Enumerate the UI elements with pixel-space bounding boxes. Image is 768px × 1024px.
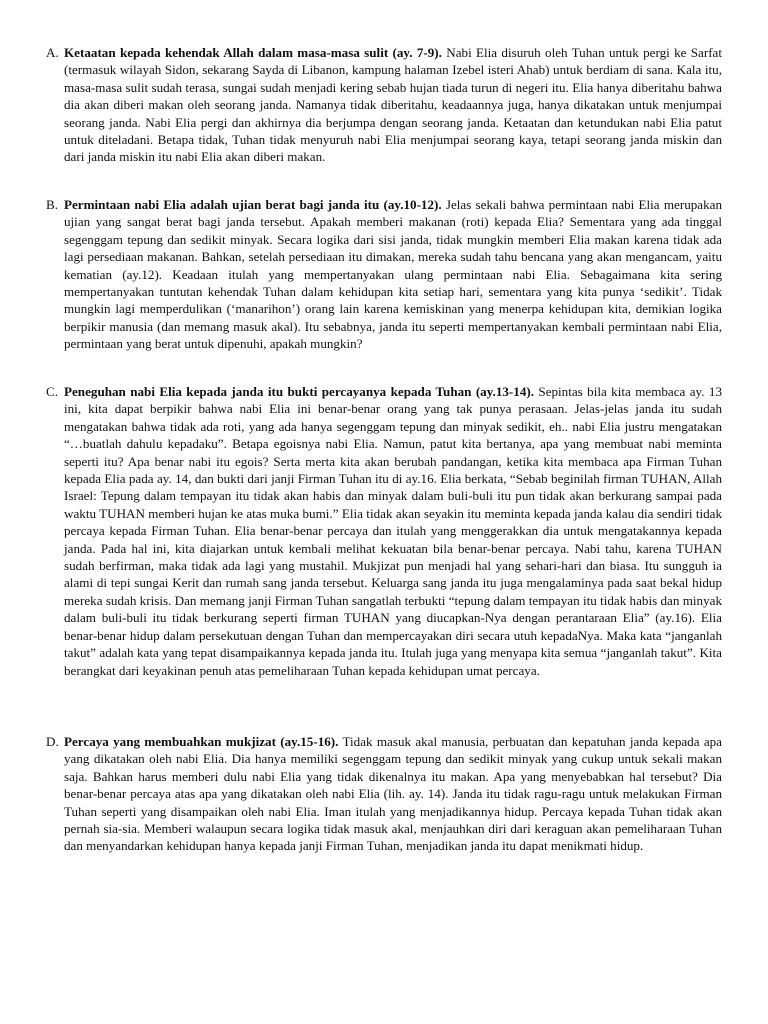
section-letter: A. [46, 45, 59, 60]
section-heading: Percaya yang membuahkan mukjizat (ay.15-16). [64, 734, 339, 749]
section-paragraph [64, 383, 722, 679]
section-body: Sepintas bila kita membaca ay. 13 ini, kita dapat berpikir bahwa nabi Elia ini benar-benar orang yang tak punya perasaan. Jelas-jelas janda itu sudah mengatakan bahwa tidak ada roti, yang ada hanya segenggam tepung dan minyak sedikit, eh.. nabi Elia justru mengatakan “…buatlah dahulu kepadaku”. Betapa egoisnya nabi Elia. Namun, patut kita bertanya, apa yang membuat nabi meminta seperti itu? Apa benar nabi itu egois? Serta merta kita akan berubah pandangan, ketika kita membaca apa Firman Tuhan kepada Elia pada ay. 14, dan bukti dari janji Firman Tuhan itu di ay.16. Elia berkata, “Sebab beginilah firman TUHAN, Allah Israel: Tepung dalam tempayan itu tidak akan habis dan minyak dalam buli-buli itu pun tidak akan berkurang sampai pada waktu TUHAN memberi hujan ke atas muka bumi.” Elia tidak akan seyakin itu meminta kepada janda kalau dia sendiri tidak percaya kepada Firman Tuhan. Elia benar-benar percaya dan itulah yang menggerakkan dia untuk mengatakannya kepada janda. Pada hal ini, kita diajarkan untuk kembali melihat kekuatan bila benar-benar percaya. Nabi tahu, karena TUHAN sudah berfirman, maka tidak ada lagi yang mustahil. Mukjizat pun menjadi hal yang sehari-hari dan biasa. Itu sungguh ia alami di tepi sungai Kerit dan rumah sang janda tersebut. Keluarga sang janda itu juga mengalaminya pada saat bekal hidup mereka sudah krisis. Dan memang janji Firman Tuhan sangatlah terbukti “tepung dalam tempayan itu tidak habis dan minyak dalam buli-buli itu tidak berkurang seperti firman TUHAN yang diucapkan-Nya dengan perantaraan Elia” (ay.16). Elia benar-benar hidup dalam persekutuan dengan Tuhan dan mempercayakan diri secara utuh kepadaNya. Maka kata “janganlah takut” adalah kata yang tepat disampaikannya kepada janda itu. Itulah juga yang menyapa kita semua “janganlah takut”. Kita berangkat dari keyakinan penuh atas pemeliharaan Tuhan kepada kehidupan umat percaya. [64, 384, 723, 678]
section-c [34, 383, 722, 679]
section-heading: Ketaatan kepada kehendak Allah dalam masa-masa sulit (ay. 7-9). [64, 45, 442, 60]
section-a [34, 44, 722, 166]
section-body: Tidak masuk akal manusia, perbuatan dan kepatuhan janda kepada apa yang dikatakan oleh nabi Elia. Dia hanya memiliki segenggam tepung dan sedikit minyak yang cukup untuk sekali makan saja. Bahkan harus memberi dulu nabi Elia yang tidak dikenalnya itu makan. Apa yang menyebabkan hal tersebut? Dia benar-benar percaya atas apa yang dikatakan oleh nabi Elia (lih. ay. 14). Janda itu tidak ragu-ragu untuk melakukan Firman Tuhan seperti yang disampaikan oleh nabi Elia. Iman itulah yang menjadikannya hidup. Percaya kepada Tuhan tidak akan pernah sia-sia. Memberi walaupun secara logika tidak masuk akal, menjauhkan diri dari keraguan akan pemeliharaan Tuhan dan menyandarkan kehidupan hanya kepada janji Firman Tuhan, menjadikan janda itu dapat menikmati hidup. [64, 734, 722, 854]
section-paragraph [64, 196, 722, 353]
section-b [34, 196, 722, 353]
section-letter: C. [46, 384, 59, 399]
section-body: Nabi Elia disuruh oleh Tuhan untuk pergi ke Sarfat (termasuk wilayah Sidon, sekarang Sayda di Libanon, kampung halaman Izebel isteri Ahab) untuk berdiam di sana. Kala itu, masa-masa sulit sudah terasa, sungai sudah menjadi kering sebab hujan tiada turun di negeri itu. Elia hanya diberitahu bahwa dia akan diberi makan oleh seorang janda. Namanya tidak diberitahu, keadaannya juga, hanya dikatakan untuk menjumpai seorang janda. Nabi Elia pergi dan akhirnya dia berjumpa dengan seorang janda. Ketaatan dan ketundukan nabi Elia patut untuk diteladani. Betapa tidak, Tuhan tidak menyuruh nabi Elia menjumpai seorang kaya, tetapi seorang janda miskin dan dari janda miskin itu nabi Elia akan diberi makan. [64, 45, 723, 165]
section-paragraph [64, 44, 722, 166]
section-body: Jelas sekali bahwa permintaan nabi Elia merupakan ujian yang sangat berat bagi janda tersebut. Apakah memberi makanan (roti) kepada Elia? Sementara yang ada tinggal segenggam tepung dan sedikit minyak. Secara logika dari sisi janda, tidak mungkin memberi Elia makan karena tidak ada lagi persediaan makanan. Bahkan, setelah persediaan itu dimakan, mereka sudah tahu bencana yang akan mengancam, yaitu kematian (ay.12). Keadaan itulah yang mempertanyakan ulang permintaan nabi Elia. Sebagaimana kita sering mempertanyakan tuntutan kehendak Tuhan dalam kehidupan kita setiap hari, sementara yang kita punya ‘sedikit’. Tidak mungkin lagi memperdulikan (‘manarihon’) orang lain karena kemiskinan yang menerpa kehidupan kita, demikian logika berpikir manusia (dan memang masuk akal). Itu sebabnya, janda itu seperti mempertanyakan kembali permintaan nabi Elia, permintaan yang berat untuk dipenuhi, apakah mungkin? [64, 197, 722, 352]
section-d [34, 733, 722, 855]
section-heading: Peneguhan nabi Elia kepada janda itu bukti percayanya kepada Tuhan (ay.13-14). [64, 384, 535, 399]
section-letter: B. [46, 197, 59, 212]
section-heading: Permintaan nabi Elia adalah ujian berat bagi janda itu (ay.10-12). [64, 197, 442, 212]
section-letter: D. [46, 734, 59, 749]
section-paragraph [64, 733, 722, 855]
